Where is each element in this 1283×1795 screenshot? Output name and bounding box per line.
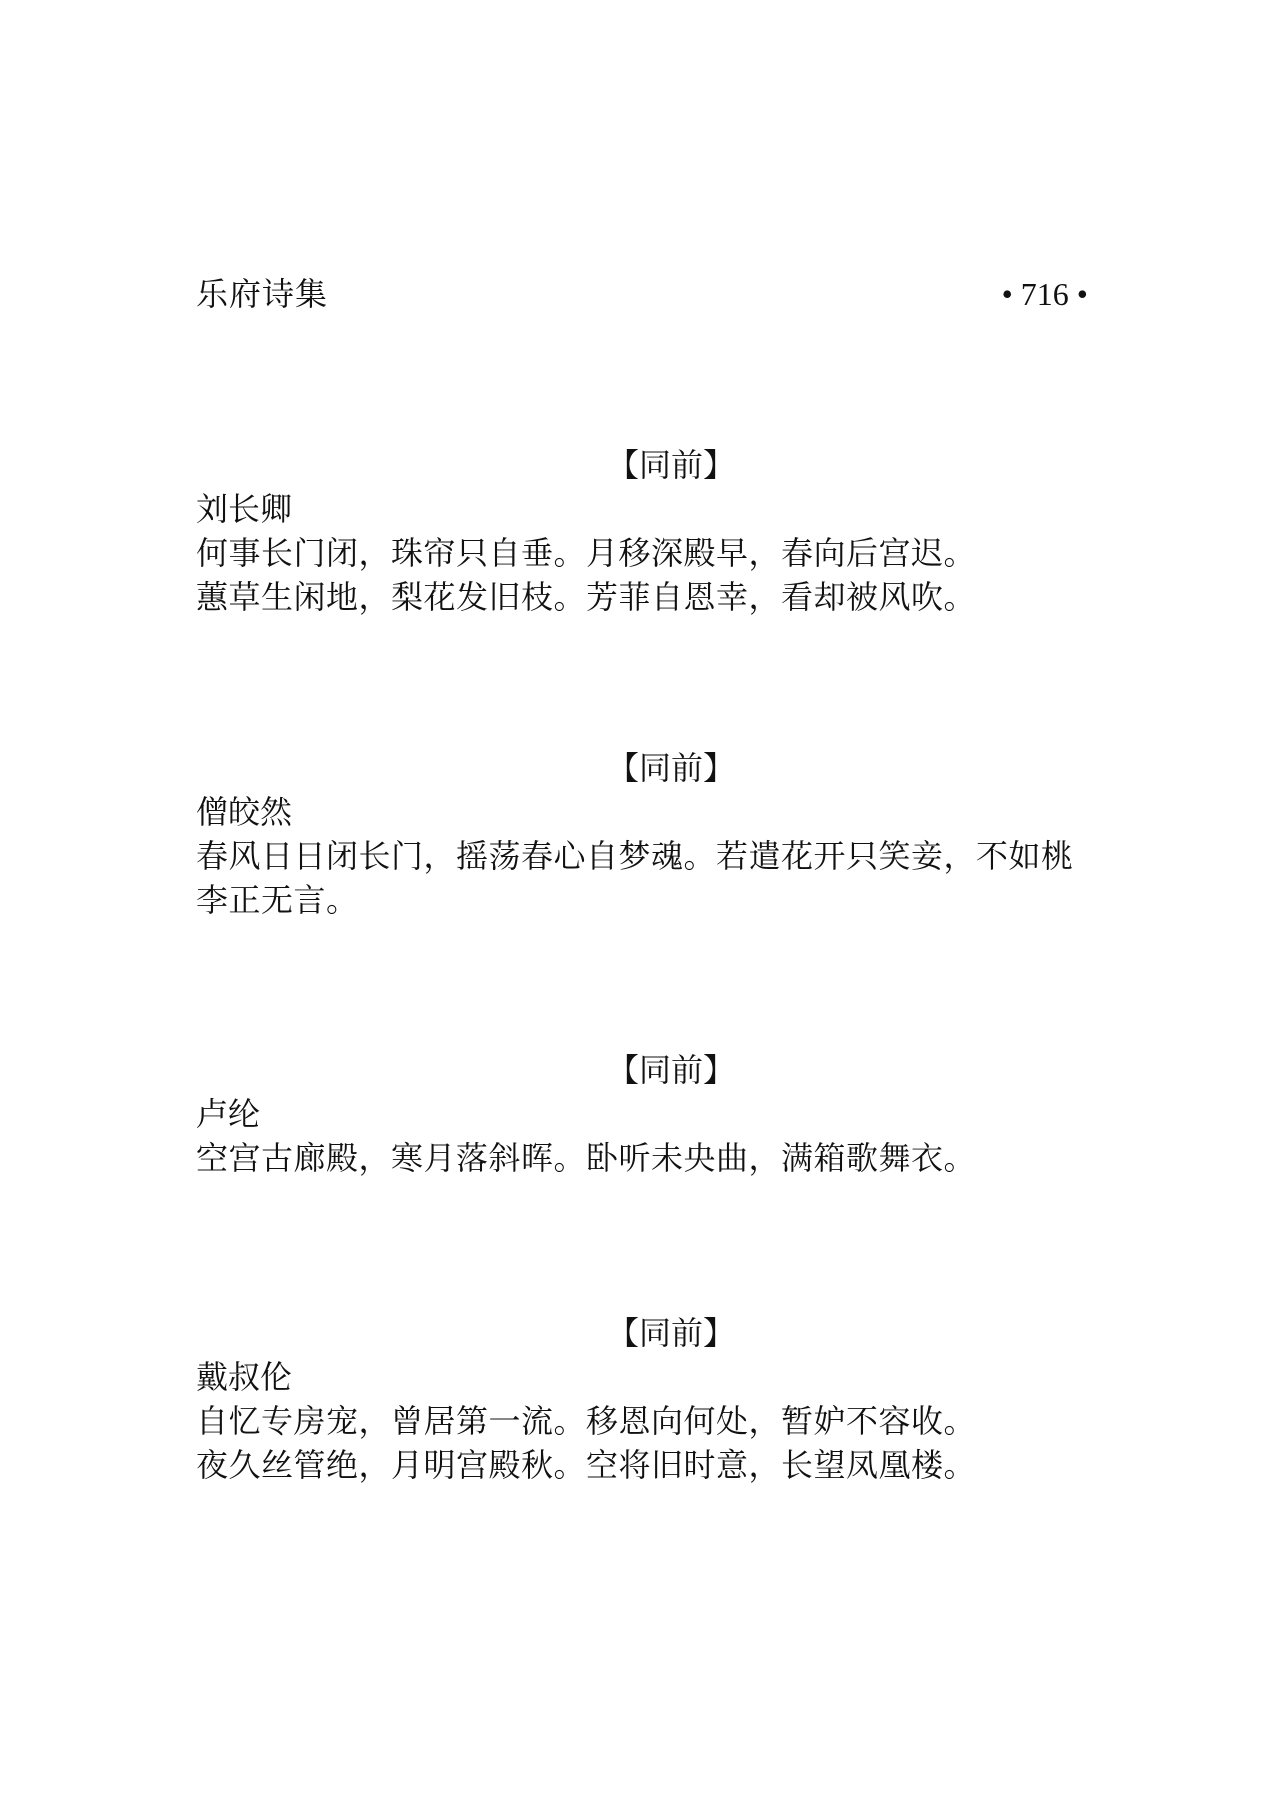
page-number: • 716 • bbox=[1001, 276, 1088, 312]
poem-body bbox=[196, 531, 1096, 619]
poem-body bbox=[196, 834, 1096, 922]
poem-title: 【同前】 bbox=[606, 749, 735, 787]
poem-author: 刘长卿 bbox=[196, 490, 293, 528]
poem-line: 春风日日闭长门，摇荡春心自梦魂。若遣花开只笑妾，不如桃 bbox=[196, 837, 1074, 875]
poem-title: 【同前】 bbox=[606, 1314, 735, 1352]
poem-line: 蕙草生闲地，梨花发旧枝。芳菲自恩幸，看却被风吹。 bbox=[196, 578, 977, 616]
poem-author: 僧皎然 bbox=[196, 793, 293, 831]
poem-title: 【同前】 bbox=[606, 446, 735, 484]
poem-line: 夜久丝管绝，月明宫殿秋。空将旧时意，长望凤凰楼。 bbox=[196, 1446, 977, 1484]
poem-line: 李正无言。 bbox=[196, 881, 359, 919]
poem-body bbox=[196, 1399, 1096, 1487]
poem-line: 何事长门闭，珠帘只自垂。月移深殿早，春向后宫迟。 bbox=[196, 534, 977, 572]
poem-title: 【同前】 bbox=[606, 1051, 735, 1089]
poem-line: 空宫古廊殿，寒月落斜晖。卧听未央曲，满箱歌舞衣。 bbox=[196, 1139, 977, 1177]
book-title: 乐府诗集 bbox=[196, 275, 329, 313]
running-header bbox=[196, 272, 1088, 316]
poem-line: 自忆专房宠，曾居第一流。移恩向何处，暂妒不容收。 bbox=[196, 1402, 977, 1440]
poem-author: 戴叔伦 bbox=[196, 1358, 293, 1396]
poem-author: 卢纶 bbox=[196, 1095, 261, 1133]
poem-body bbox=[196, 1136, 1096, 1180]
